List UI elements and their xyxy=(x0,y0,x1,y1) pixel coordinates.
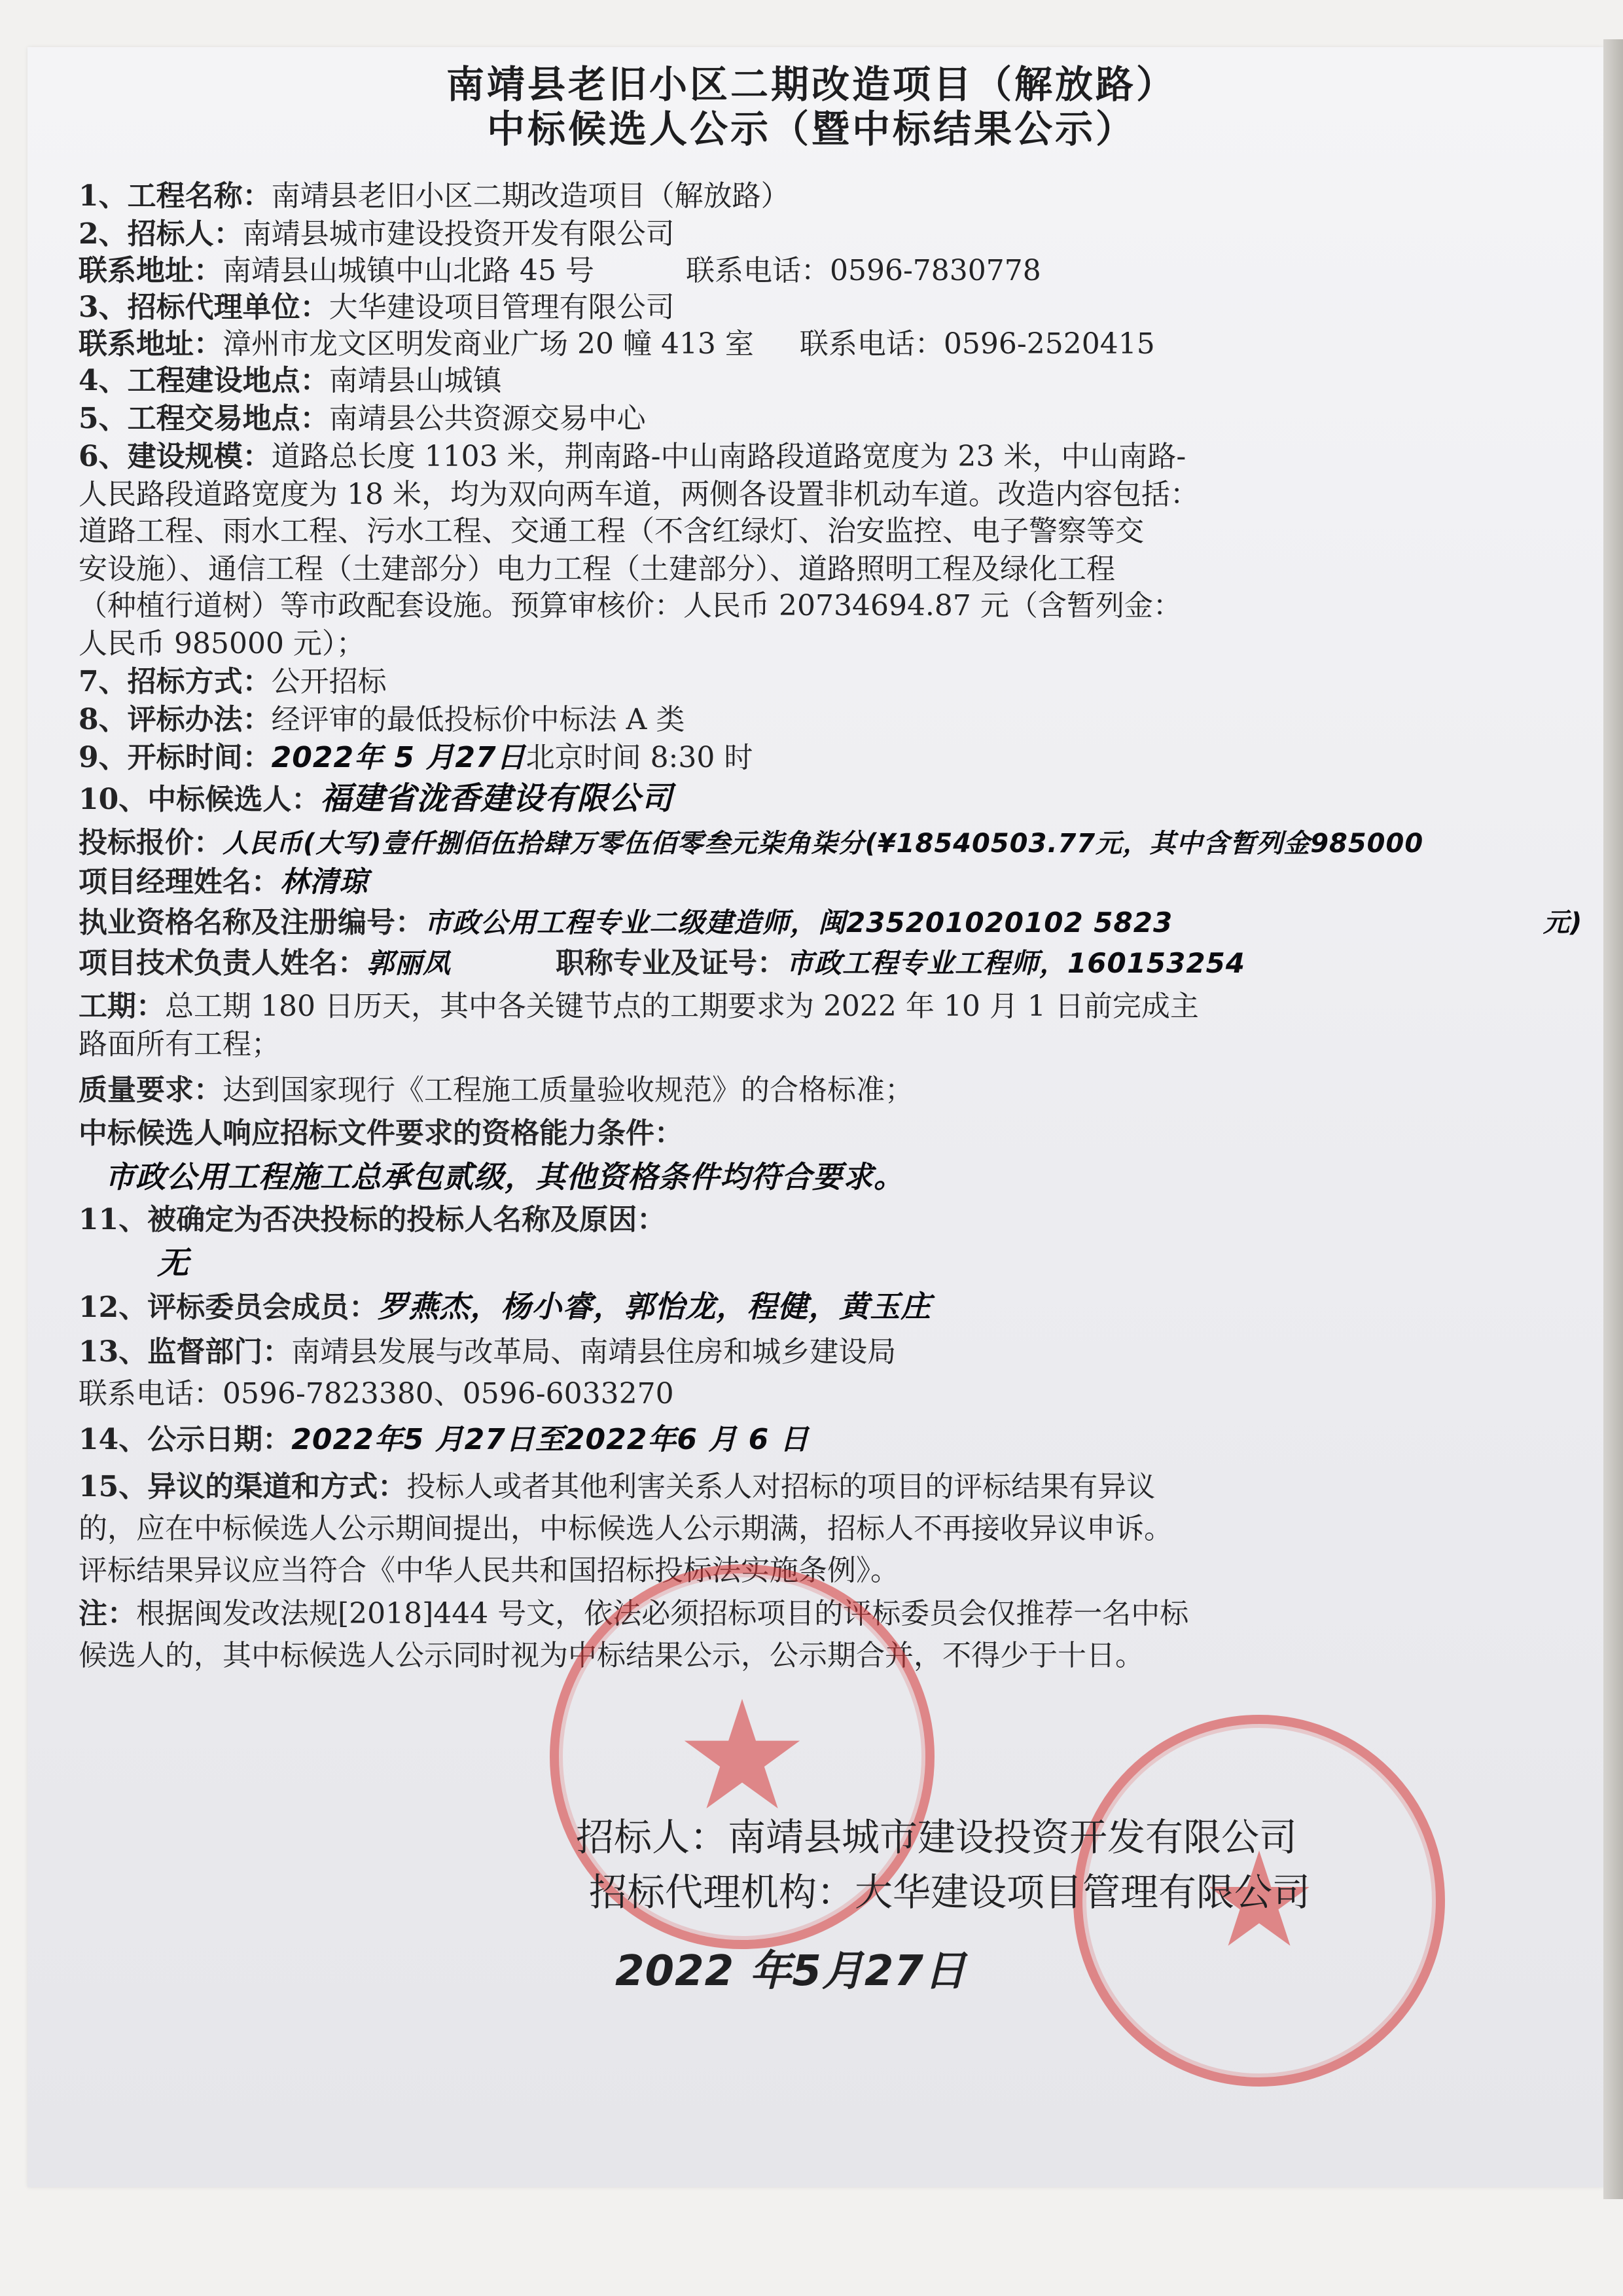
value: 漳州市龙文区明发商业广场 20 幢 413 室 xyxy=(223,327,754,361)
value: 投标人或者其他利害关系人对招标的项目的评标结果有异议 xyxy=(406,1470,1156,1503)
scale-line-2: 人民路段道路宽度为 18 米，均为双向两车道，两侧各设置非机动车道。改造内容包括： xyxy=(79,478,1199,511)
field-tenderer xyxy=(79,215,675,254)
handwritten-date: 2022年 5 月27日 xyxy=(271,741,526,774)
field-pm xyxy=(79,863,368,902)
label: 9、开标时间： xyxy=(79,741,272,774)
value: 南靖县发展与改革局、南靖县住房和城乡建设局 xyxy=(291,1335,897,1369)
phone: 联系电话：0596-2520415 xyxy=(799,327,1155,361)
page-title-line2: 中标候选人公示（暨中标结果公示） xyxy=(486,107,1136,151)
field-project xyxy=(79,177,790,216)
phone: 联系电话：0596-7830778 xyxy=(685,254,1041,287)
field-venue xyxy=(79,399,646,439)
label: 6、建设规模： xyxy=(79,440,272,473)
field-rejected xyxy=(79,1200,666,1240)
value: 南靖县老旧小区二期改造项目（解放路） xyxy=(271,179,790,213)
field-site xyxy=(79,361,502,401)
field-objection xyxy=(79,1467,1155,1507)
star-icon: ★ xyxy=(1200,1824,1318,1977)
field-candidate xyxy=(79,779,673,819)
label: 投标报价： xyxy=(79,826,223,859)
label: 13、监督部门： xyxy=(79,1335,292,1369)
handwritten-value: 市政工程专业工程师，160153254 xyxy=(786,947,1246,979)
label: 项目经理姓名： xyxy=(79,865,280,899)
supervision-phone: 联系电话：0596-7823380、0596-6033270 xyxy=(79,1377,674,1410)
handwritten-value: 福建省泷香建设有限公司 xyxy=(320,780,673,817)
note-line-2: 候选人的，其中标候选人公示同时视为中标结果公示，公示期合并，不得少于十日。 xyxy=(79,1639,1144,1672)
star-icon: ★ xyxy=(674,1669,810,1844)
label: 工期： xyxy=(79,990,165,1023)
field-quality xyxy=(79,1071,914,1110)
value: 大华建设项目管理有限公司 xyxy=(329,291,675,324)
label: 12、评标委员会成员： xyxy=(79,1291,378,1324)
value: 达到国家现行《工程施工质量验收规范》的合格标准； xyxy=(223,1073,914,1107)
label: 15、异议的渠道和方式： xyxy=(79,1470,407,1503)
label: 2、招标人： xyxy=(79,217,243,251)
field-address-1 xyxy=(79,251,1041,291)
field-response xyxy=(79,1114,683,1153)
value: 根据闽发改法规[2018]444 号文，依法必须招标项目的评标委员会仅推荐一名中标 xyxy=(136,1597,1189,1630)
label: 5、工程交易地点： xyxy=(79,402,329,435)
field-agent xyxy=(79,288,675,327)
field-publicity-date xyxy=(79,1420,810,1460)
handwritten-value: 罗燕杰，杨小睿，郭怡龙，程健，黄玉庄 xyxy=(378,1289,932,1324)
signature-date: 2022 年5月27日 xyxy=(615,1947,967,1996)
scale-line-3: 道路工程、雨水工程、污水工程、交通工程（不含红绿灯、治安监控、电子警察等交 xyxy=(79,514,1144,548)
objection-line-3: 评标结果异议应当符合《中华人民共和国招标投标法实施条例》。 xyxy=(79,1554,899,1587)
page-title-line1: 南靖县老旧小区二期改造项目（解放路） xyxy=(446,62,1177,107)
value: 经评审的最低投标价中标法 A 类 xyxy=(271,703,685,736)
label: 执业资格名称及注册编号： xyxy=(79,906,424,939)
label: 注： xyxy=(79,1597,136,1630)
value: 总工期 180 日历天，其中各关键节点的工期要求为 2022 年 10 月 1 日前完成主 xyxy=(165,990,1199,1023)
response-value xyxy=(105,1157,904,1196)
field-price xyxy=(79,823,1423,863)
label: 8、评标办法： xyxy=(79,703,272,736)
label: 质量要求： xyxy=(79,1073,223,1107)
handwritten-value: 2022年5 月27日至2022年6 月 6 日 xyxy=(291,1423,810,1456)
handwritten-value: 人民币(大写)壹仟捌佰伍拾肆万零伍佰零叁元柒角柒分(¥18540503.77元，其中含暂列金985000 xyxy=(223,829,1424,859)
value: 南靖县山城镇 xyxy=(329,364,502,397)
value: 北京时间 8:30 时 xyxy=(526,741,753,774)
price-tail xyxy=(1543,903,1582,942)
value: 南靖县山城镇中山北路 45 号 xyxy=(223,254,594,287)
signature-agency: 招标代理机构：大华建设项目管理有限公司 xyxy=(589,1870,1311,1914)
label: 11、被确定为否决投标的投标人名称及原因： xyxy=(79,1203,666,1236)
value: 公开招标 xyxy=(271,665,387,698)
field-period xyxy=(79,987,1199,1026)
period-line-2: 路面所有工程； xyxy=(79,1028,280,1061)
scale-line-5: （种植行道树）等市政配套设施。预算审核价：人民币 20734694.87 元（含暂列金： xyxy=(79,589,1182,622)
field-tech-lead xyxy=(79,944,1245,983)
label: 7、招标方式： xyxy=(79,665,272,698)
label: 联系地址： xyxy=(79,327,223,361)
field-address-2 xyxy=(79,325,1155,364)
label: 1、工程名称： xyxy=(79,179,272,213)
field-method xyxy=(79,662,387,702)
value: 南靖县公共资源交易中心 xyxy=(329,402,646,435)
handwritten-value: 无 xyxy=(157,1245,190,1282)
label: 联系地址： xyxy=(79,254,223,287)
field-open-time xyxy=(79,738,753,778)
value: 道路总长度 1103 米，荆南路-中山南路段道路宽度为 23 米，中山南路- xyxy=(271,440,1186,473)
handwritten-value: 市政公用工程专业二级建造师，闽235201020102 5823 xyxy=(424,906,1173,939)
scale-line-4: 安设施）、通信工程（土建部分）电力工程（土建部分）、道路照明工程及绿化工程 xyxy=(79,552,1115,586)
label: 项目技术负责人姓名： xyxy=(79,946,366,980)
field-scale xyxy=(79,437,1186,476)
rejected-value xyxy=(157,1244,189,1283)
handwritten-value: 元) xyxy=(1543,908,1583,938)
value: 南靖县城市建设投资开发有限公司 xyxy=(242,217,675,251)
label: 14、公示日期： xyxy=(79,1423,292,1456)
field-committee xyxy=(79,1287,931,1327)
label: 3、招标代理单位： xyxy=(79,291,329,324)
scale-line-6: 人民币 985000 元）； xyxy=(79,627,365,660)
label: 10、中标候选人： xyxy=(79,783,321,816)
handwritten-value: 市政公用工程施工总承包贰级，其他资格条件均符合要求。 xyxy=(105,1159,904,1194)
field-eval xyxy=(79,700,685,740)
field-supervision xyxy=(79,1333,896,1372)
label: 中标候选人响应招标文件要求的资格能力条件： xyxy=(79,1117,683,1150)
page-edge-shadow xyxy=(1603,39,1623,2199)
signature-tenderer: 招标人：南靖县城市建设投资开发有限公司 xyxy=(576,1815,1298,1859)
label: 职称专业及证号： xyxy=(556,946,787,980)
handwritten-value: 郭丽凤 xyxy=(366,947,452,979)
objection-line-2: 的，应在中标候选人公示期间提出，中标候选人公示期满，招标人不再接收异议申诉。 xyxy=(79,1512,1173,1545)
field-qualification xyxy=(79,903,1173,942)
label: 4、工程建设地点： xyxy=(79,364,329,397)
handwritten-value: 林清琼 xyxy=(280,865,368,899)
